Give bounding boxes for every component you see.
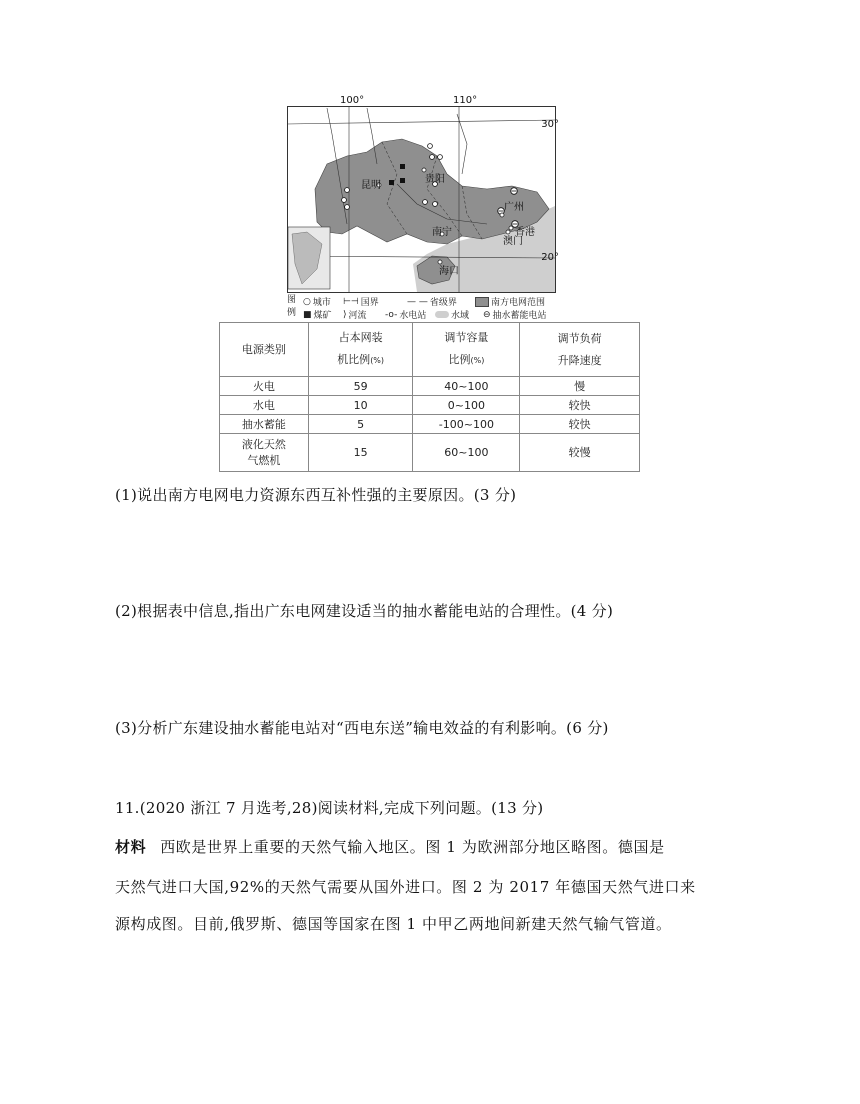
header-load-speed: 调节负荷 升降速度 (520, 323, 640, 377)
pumped-storage-icon: ⊖ (483, 309, 491, 320)
lon-label-110: 110° (453, 95, 478, 106)
legend-water: 水域 (435, 308, 469, 321)
legend-coal-mine: ■ 煤矿 (303, 309, 332, 321)
lat-label-20: 20° (541, 252, 559, 263)
coal-mine (389, 180, 394, 185)
southern-grid-map (287, 94, 561, 294)
city-kunming: 昆明 (361, 180, 381, 191)
legend-national-border: ⊢⊣ 国界 (343, 296, 379, 308)
question-2: (2)根据表中信息,指出广东电网建设适当的抽水蓄能电站的合理性。(4 分) (115, 602, 614, 620)
cell: 较快 (520, 415, 640, 434)
coal-mine (400, 178, 405, 183)
legend-city: ○ 城市 (303, 296, 331, 308)
river-icon: ⟩ (343, 309, 347, 320)
city-haikou: 海口 (439, 266, 459, 277)
power-source-table (219, 322, 640, 472)
cell: 抽水蓄能 (220, 415, 309, 434)
problem-11-header: 11.(2020 浙江 7 月选考,28)阅读材料,完成下列问题。(13 分) (115, 799, 544, 817)
table-row (220, 415, 640, 434)
cell: 40~100 (413, 377, 520, 396)
province-border-icon: — — (407, 296, 428, 307)
material-line-2: 天然气进口大国,92%的天然气需要从国外进口。图 2 为 2017 年德国天然气进口来 (115, 878, 696, 896)
question-1: (1)说出南方电网电力资源东西互补性强的主要原因。(3 分) (115, 486, 517, 504)
cell: 水电 (220, 396, 309, 415)
city-guiyang: 贵阳 (425, 174, 445, 185)
legend-hydro: -o- 水电站 (385, 309, 427, 321)
table-row (220, 377, 640, 396)
coal-mine (400, 164, 405, 169)
table-row (220, 434, 640, 472)
header-source-type: 电源类别 (220, 323, 309, 377)
question-3: (3)分析广东建设抽水蓄能电站对“西电东送”输电效益的有利影响。(6 分) (115, 719, 609, 737)
cell: 火电 (220, 377, 309, 396)
cell: 60~100 (413, 434, 520, 472)
cell: 10 (308, 396, 413, 415)
cell: 较慢 (520, 434, 640, 472)
city-guangzhou: 广州 (504, 202, 524, 213)
lon-label-100: 100° (340, 95, 365, 106)
lat-label-30: 30° (541, 119, 559, 130)
cell: -100~100 (413, 415, 520, 434)
city-nanning: 南宁 (432, 227, 452, 238)
header-regulation-capacity: 调节容量 比例(%) (413, 323, 520, 377)
city-hongkong: 香港 (515, 227, 535, 238)
cell: 液化天然 气燃机 (220, 434, 309, 472)
cell: 5 (308, 415, 413, 434)
national-border-icon: ⊢⊣ (343, 296, 359, 307)
cell: 59 (308, 377, 413, 396)
cell: 慢 (520, 377, 640, 396)
legend-grid-range: 南方电网范围 (475, 295, 545, 308)
map-svg (287, 94, 561, 294)
table-row (220, 396, 640, 415)
coal-mine-icon: ■ (303, 309, 312, 320)
material-line-1 (115, 836, 665, 857)
map-legend (287, 294, 587, 322)
legend-pumped-storage: ⊖ 抽水蓄能电站 (483, 309, 547, 321)
cell: 0~100 (413, 396, 520, 415)
legend-river: ⟩ 河流 (343, 309, 367, 321)
hydro-station-icon: -o- (385, 309, 398, 320)
legend-province-border: — — 省级界 (407, 296, 457, 308)
water-swatch-icon (435, 311, 449, 318)
material-text-1: 西欧是世界上重要的天然气输入地区。图 1 为欧洲部分地区略图。德国是 (160, 838, 665, 856)
city-icon: ○ (303, 296, 311, 307)
cell: 较快 (520, 396, 640, 415)
grid-range-swatch-icon (475, 297, 489, 307)
material-label: 材料 (115, 838, 147, 856)
cell: 15 (308, 434, 413, 472)
legend-title: 图例 (287, 295, 297, 318)
city-macau: 澳门 (503, 236, 523, 247)
material-line-3: 源构成图。目前,俄罗斯、德国等国家在图 1 中甲乙两地间新建天然气输气管道。 (115, 915, 672, 933)
table-header-row (220, 323, 640, 377)
header-installed-ratio: 占本网装 机比例(%) (308, 323, 413, 377)
